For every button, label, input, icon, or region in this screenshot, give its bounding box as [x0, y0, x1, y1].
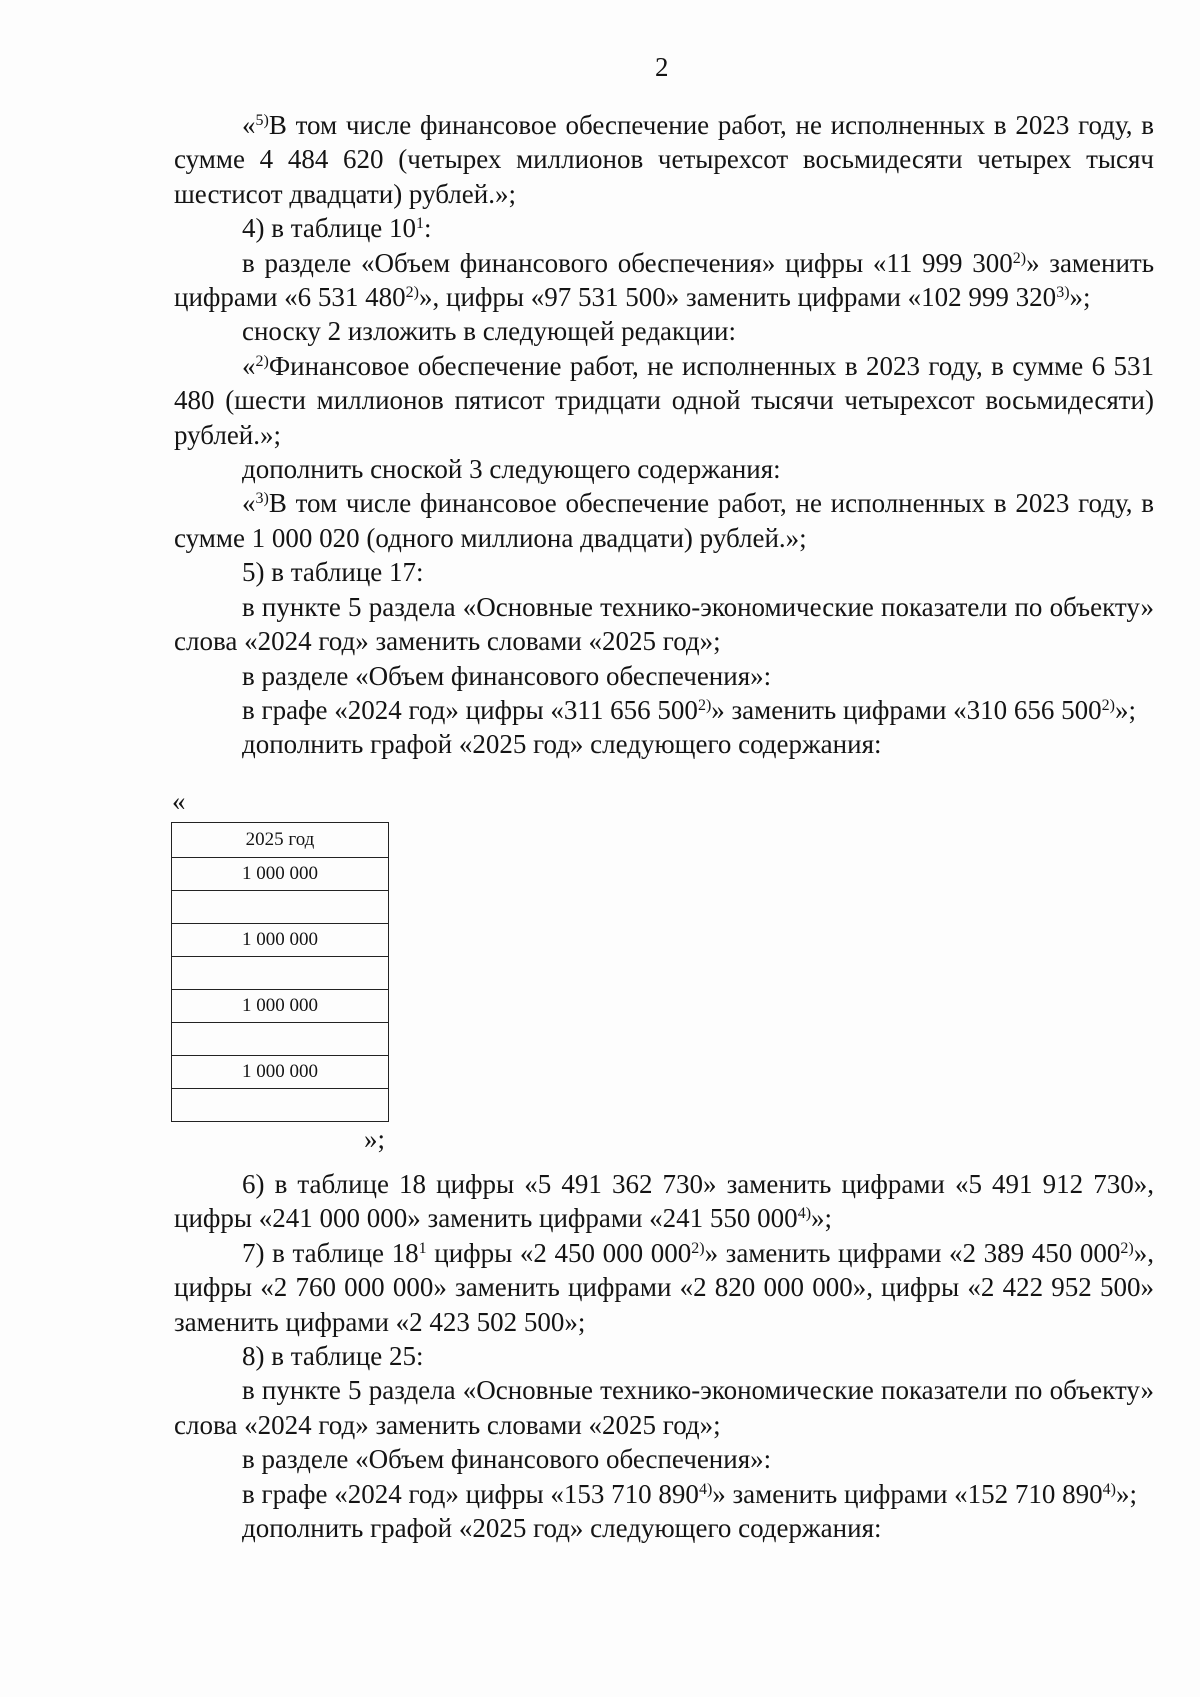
- body-text-top: [174, 108, 1154, 762]
- paragraph: в разделе «Объем финансового обеспечения»:: [242, 660, 772, 691]
- table-row: [172, 957, 389, 990]
- table-row: [172, 1056, 389, 1089]
- paragraph: в разделе «Объем финансового обеспечения» цифры «11 999 300$^{2)}$» заменить цифрами «6 531 480$^{2)}$», цифры «97 531 500» заменить цифрами «102 999 320$^{3)}$»;: [174, 247, 1155, 313]
- paragraph: 5) в таблице 17:: [242, 557, 424, 588]
- paragraph: в графе «2024 год» цифры «153 710 890$^{4)}$» заменить цифрами «152 710 890$^{4)}$»;: [242, 1478, 1138, 1509]
- paragraph: 6) в таблице 18 цифры «5 491 362 730» заменить цифрами «5 491 912 730», цифры «241 000 000» заменить цифрами «241 550 000$^{4)}$»;: [174, 1169, 1154, 1234]
- table-cell: 1 000 000: [172, 1056, 389, 1089]
- paragraph: в пункте 5 раздела «Основные технико-экономические показатели по объекту» слова «2024 год» заменить словами «2025 год»;: [174, 591, 1154, 657]
- table-row: [172, 924, 389, 957]
- paragraph: 7) в таблице $18^1$ цифры «2 450 000 000$^{2)}$» заменить цифрами «2 389 450 000$^{2)}$», цифры «2 760 000 000» заменить цифрами «2 820 000 000», цифры «2 422 952 500» заменить цифрами «2 423 502 500»;: [174, 1237, 1154, 1337]
- table-cell: [172, 1089, 389, 1122]
- paragraph: в разделе «Объем финансового обеспечения»:: [242, 1444, 772, 1475]
- quote-close: »;: [364, 1124, 386, 1154]
- body-text-bottom: [174, 1167, 1154, 1545]
- table-cell: [172, 1023, 389, 1056]
- table-2025-column: [171, 822, 389, 1122]
- paragraph: дополнить сноской 3 следующего содержания:: [242, 454, 781, 485]
- table-cell: 1 000 000: [172, 924, 389, 957]
- paragraph: в графе «2024 год» цифры «311 656 500$^{2)}$» заменить цифрами «310 656 500$^{2)}$»;: [242, 694, 1137, 725]
- paragraph: сноску 2 изложить в следующей редакции:: [242, 316, 736, 347]
- paragraph: «$^{5)}$В том числе финансовое обеспечение работ, не исполненных в 2023 году, в сумме 4 484 620 (четырех миллионов четырехсот восьмидесяти четырех тысяч шестисот двадцати) рублей.»;: [174, 110, 1154, 209]
- table-header-row: [172, 823, 389, 858]
- quote-open: «: [172, 786, 186, 816]
- table-header-cell: 2025 год: [172, 823, 389, 858]
- table-row: [172, 891, 389, 924]
- paragraph: дополнить графой «2025 год» следующего содержания:: [242, 1513, 882, 1544]
- table-row: [172, 858, 389, 891]
- table-row: [172, 1089, 389, 1122]
- table-row: [172, 1023, 389, 1056]
- table-cell: [172, 957, 389, 990]
- table-cell: [172, 891, 389, 924]
- paragraph: 4) в таблице $10^1$:: [242, 213, 432, 244]
- paragraph: в пункте 5 раздела «Основные технико-экономические показатели по объекту» слова «2024 год» заменить словами «2025 год»;: [174, 1375, 1154, 1440]
- table-row: [172, 990, 389, 1023]
- paragraph: «$^{3)}$В том числе финансовое обеспечение работ, не исполненных в 2023 году, в сумме 1 000 020 (одного миллиона двадцати) рублей.»;: [174, 488, 1154, 553]
- paragraph: 8) в таблице 25:: [242, 1341, 424, 1372]
- paragraph: «$^{2)}$Финансовое обеспечение работ, не исполненных в 2023 году, в сумме 6 531 480 (шести миллионов пятисот тридцати одной тысячи четырехсот восьмидесяти) рублей.»;: [174, 350, 1154, 450]
- table-cell: 1 000 000: [172, 990, 389, 1023]
- paragraph: дополнить графой «2025 год» следующего содержания:: [242, 729, 882, 760]
- page-number: 2: [655, 52, 669, 82]
- table-cell: 1 000 000: [172, 858, 389, 891]
